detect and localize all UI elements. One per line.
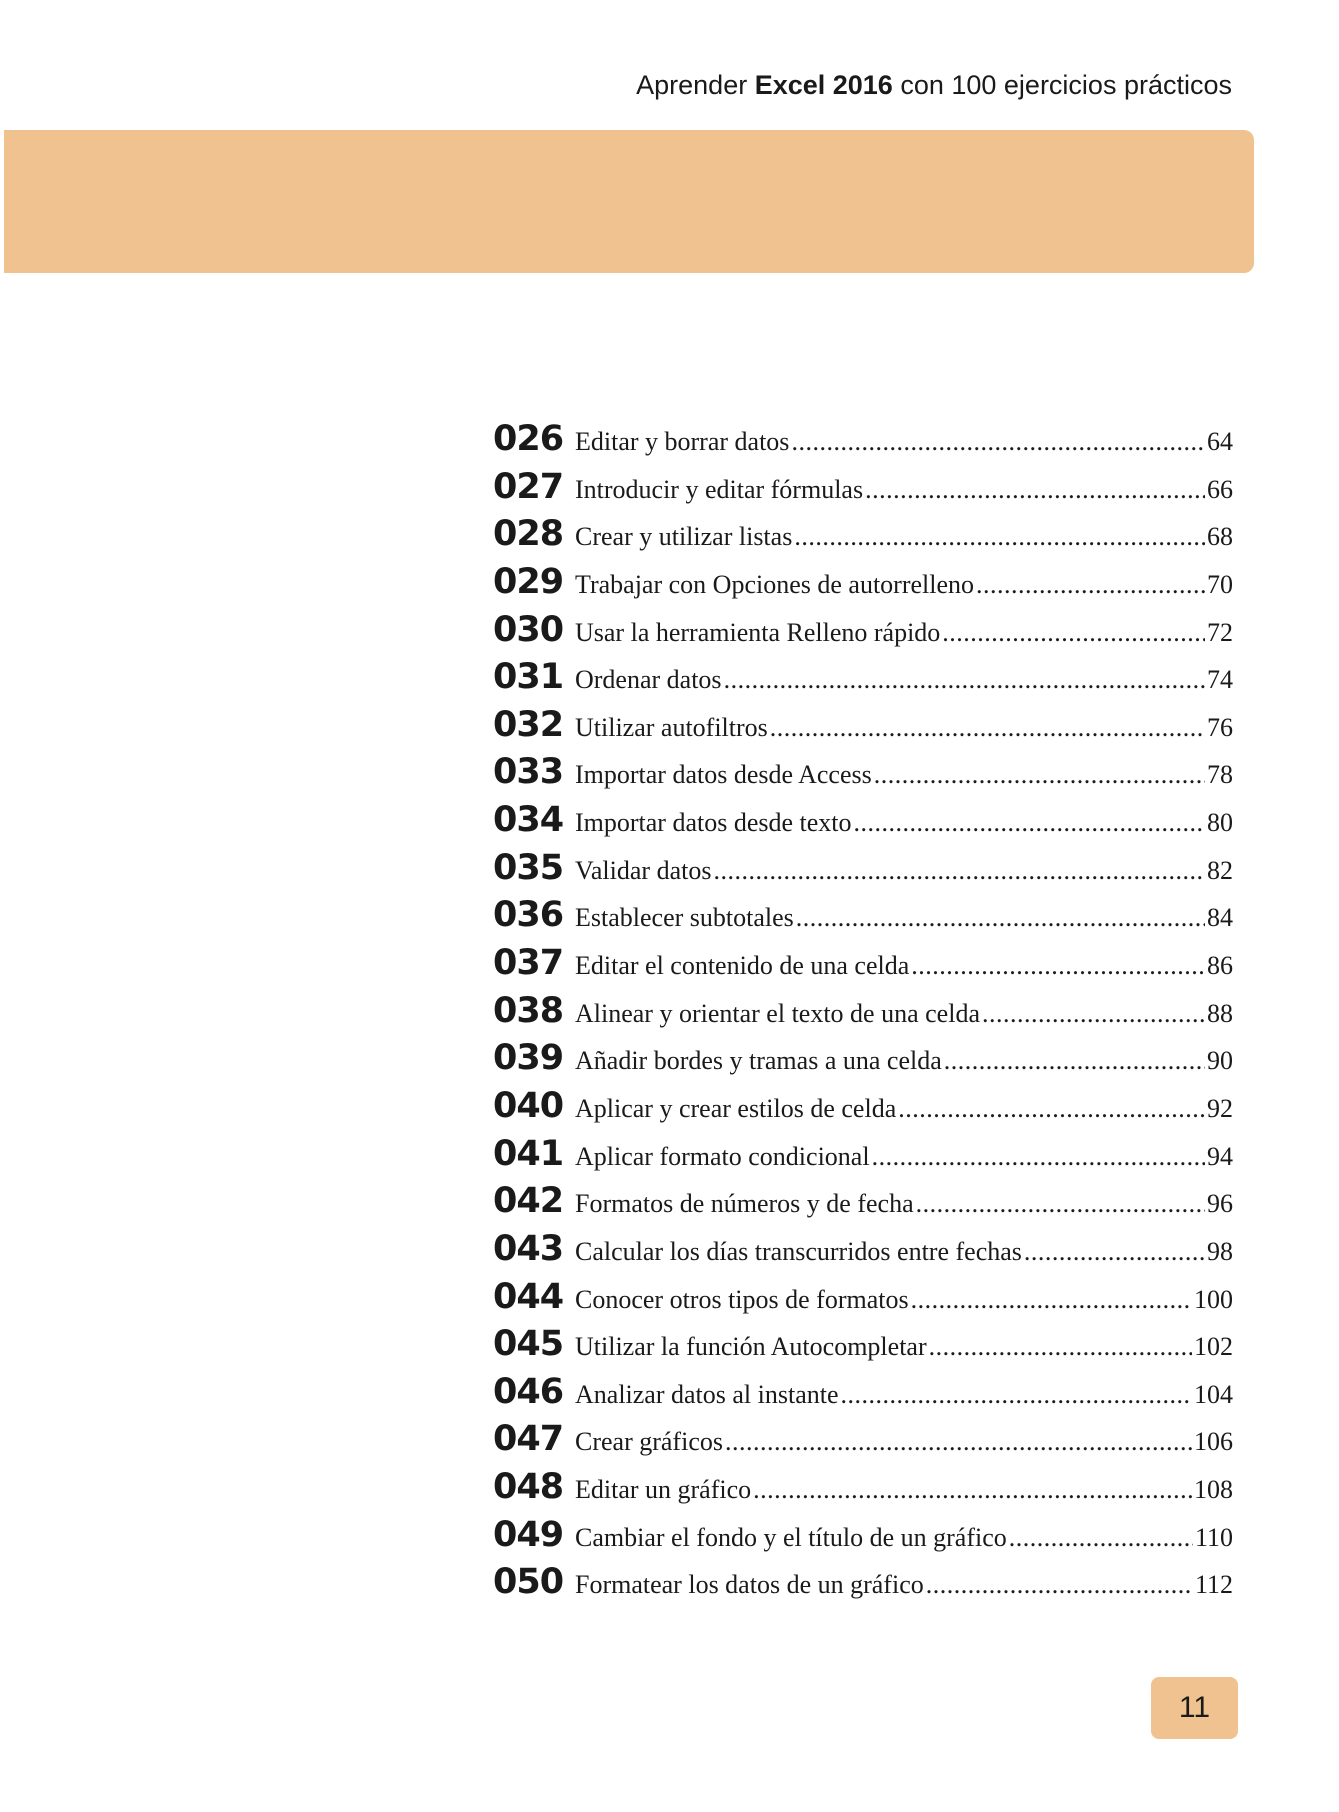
toc-entry[interactable] bbox=[493, 1038, 1233, 1086]
toc-entry-page: 104 bbox=[1194, 1379, 1233, 1409]
toc-entry-title: Ordenar datos bbox=[575, 665, 722, 695]
toc-entry-page: 94 bbox=[1207, 1141, 1233, 1171]
toc-dot-leader bbox=[854, 808, 1205, 838]
toc-entry-title: Alinear y orientar el texto de una celda bbox=[575, 998, 980, 1028]
toc-dot-leader bbox=[794, 522, 1205, 552]
toc-entry-title: Crear y utilizar listas bbox=[575, 522, 793, 552]
toc-entry-number: 037 bbox=[493, 943, 564, 984]
toc-entry-page: 108 bbox=[1194, 1475, 1233, 1505]
running-header bbox=[636, 70, 1232, 101]
toc-entry-page: 80 bbox=[1207, 808, 1233, 838]
page-number: 11 bbox=[1178, 1691, 1211, 1724]
toc-dot-leader bbox=[942, 618, 1205, 648]
toc-dot-leader bbox=[982, 999, 1205, 1029]
toc-entry-number: 042 bbox=[493, 1181, 564, 1222]
toc-dot-leader bbox=[1024, 1237, 1205, 1267]
toc-entry-page: 110 bbox=[1194, 1522, 1233, 1552]
toc-entry[interactable] bbox=[493, 1372, 1233, 1420]
toc-entry-number: 041 bbox=[493, 1133, 564, 1174]
toc-entry-number: 045 bbox=[493, 1324, 564, 1365]
toc-dot-leader bbox=[841, 1380, 1192, 1410]
toc-entry[interactable] bbox=[493, 1419, 1233, 1467]
toc-entry[interactable] bbox=[493, 1562, 1233, 1610]
toc-dot-leader bbox=[916, 1189, 1205, 1219]
toc-entry-page: 86 bbox=[1207, 951, 1233, 981]
toc-dot-leader bbox=[976, 570, 1205, 600]
toc-entry-number: 044 bbox=[493, 1276, 564, 1317]
toc-entry-number: 033 bbox=[493, 752, 564, 793]
toc-dot-leader bbox=[926, 1570, 1193, 1600]
toc-entry-number: 048 bbox=[493, 1467, 564, 1508]
toc-dot-leader bbox=[1009, 1523, 1193, 1553]
toc-entry-number: 050 bbox=[493, 1562, 564, 1603]
toc-dot-leader bbox=[791, 427, 1205, 457]
toc-entry-number: 028 bbox=[493, 514, 564, 555]
chapter-banner bbox=[4, 130, 1254, 273]
toc-dot-leader bbox=[796, 903, 1205, 933]
toc-dot-leader bbox=[725, 1427, 1192, 1457]
toc-entry[interactable] bbox=[493, 1467, 1233, 1515]
toc-dot-leader bbox=[770, 713, 1205, 743]
toc-entry[interactable] bbox=[493, 705, 1233, 753]
toc-entry-title: Formatos de números y de fecha bbox=[575, 1189, 914, 1219]
toc-entry-page: 66 bbox=[1207, 474, 1233, 504]
toc-entry-title: Cambiar el fondo y el título de un gráfico bbox=[575, 1522, 1007, 1552]
toc-entry[interactable] bbox=[493, 1181, 1233, 1229]
toc-entry-number: 038 bbox=[493, 990, 564, 1031]
header-bold-title: Excel 2016 bbox=[754, 70, 893, 100]
toc-entry-page: 82 bbox=[1207, 855, 1233, 885]
toc-entry-title: Trabajar con Opciones de autorrelleno bbox=[575, 569, 975, 599]
toc-entry-title: Editar y borrar datos bbox=[575, 427, 790, 456]
toc-entry[interactable] bbox=[493, 752, 1233, 800]
toc-entry-number: 046 bbox=[493, 1371, 564, 1412]
toc-entry-page: 106 bbox=[1194, 1427, 1233, 1457]
toc-entry-title: Editar el contenido de una celda bbox=[575, 951, 910, 981]
toc-dot-leader bbox=[865, 475, 1205, 505]
toc-entry[interactable] bbox=[493, 1086, 1233, 1134]
toc-entry-page: 92 bbox=[1207, 1093, 1233, 1123]
toc-entry[interactable] bbox=[493, 895, 1233, 943]
toc-entry-title: Calcular los días transcurridos entre fechas bbox=[575, 1236, 1022, 1266]
toc-entry-title: Crear gráficos bbox=[575, 1427, 723, 1457]
toc-entry[interactable] bbox=[493, 610, 1233, 658]
toc-entry-number: 035 bbox=[493, 847, 564, 888]
toc-entry-number: 029 bbox=[493, 561, 564, 602]
toc-entry[interactable] bbox=[493, 1324, 1233, 1372]
toc-entry-title: Utilizar la función Autocompletar bbox=[575, 1332, 927, 1362]
toc-dot-leader bbox=[874, 760, 1205, 790]
toc-entry-page: 90 bbox=[1207, 1046, 1233, 1076]
toc-entry-title: Editar un gráfico bbox=[575, 1475, 752, 1505]
table-of-contents bbox=[493, 419, 1233, 1610]
toc-dot-leader bbox=[872, 1142, 1205, 1172]
toc-entry-number: 036 bbox=[493, 895, 564, 936]
toc-dot-leader bbox=[898, 1094, 1205, 1124]
toc-entry[interactable] bbox=[493, 562, 1233, 610]
toc-entry-page: 76 bbox=[1207, 712, 1233, 742]
toc-entry-title: Aplicar formato condicional bbox=[575, 1141, 870, 1171]
toc-entry[interactable] bbox=[493, 1515, 1233, 1563]
toc-entry-number: 039 bbox=[493, 1038, 564, 1079]
toc-entry-title: Validar datos bbox=[575, 855, 712, 885]
toc-entry[interactable] bbox=[493, 419, 1233, 467]
toc-entry-title: Analizar datos al instante bbox=[575, 1379, 839, 1409]
toc-dot-leader bbox=[911, 951, 1205, 981]
toc-entry-page: 74 bbox=[1207, 665, 1233, 695]
toc-entry-page: 68 bbox=[1207, 522, 1233, 552]
toc-entry-page: 70 bbox=[1207, 569, 1233, 599]
toc-entry[interactable] bbox=[493, 848, 1233, 896]
toc-entry-number: 040 bbox=[493, 1085, 564, 1126]
toc-entry-page: 100 bbox=[1194, 1284, 1233, 1314]
toc-entry-page: 98 bbox=[1207, 1236, 1233, 1266]
page-number-badge bbox=[1151, 1677, 1238, 1739]
toc-entry-title: Establecer subtotales bbox=[575, 903, 794, 933]
toc-entry-number: 030 bbox=[493, 609, 564, 650]
toc-entry[interactable] bbox=[493, 991, 1233, 1039]
header-suffix: con 100 ejercicios prácticos bbox=[892, 70, 1232, 100]
toc-entry[interactable] bbox=[493, 1277, 1233, 1325]
toc-entry-page: 112 bbox=[1194, 1570, 1233, 1600]
toc-entry-page: 102 bbox=[1194, 1332, 1233, 1362]
toc-entry-number: 043 bbox=[493, 1228, 564, 1269]
toc-entry[interactable] bbox=[493, 1229, 1233, 1277]
toc-entry-title: Introducir y editar fórmulas bbox=[575, 474, 864, 504]
toc-entry-number: 031 bbox=[493, 657, 564, 698]
toc-entry-page: 88 bbox=[1207, 998, 1233, 1028]
toc-entry[interactable] bbox=[493, 800, 1233, 848]
toc-dot-leader bbox=[929, 1332, 1192, 1362]
toc-entry-number: 032 bbox=[493, 704, 564, 745]
toc-entry-number: 047 bbox=[493, 1419, 564, 1460]
toc-entry-number: 034 bbox=[493, 800, 564, 841]
toc-entry-title: Conocer otros tipos de formatos bbox=[575, 1284, 909, 1314]
toc-dot-leader bbox=[753, 1475, 1192, 1505]
toc-entry-title: Importar datos desde texto bbox=[575, 808, 852, 838]
toc-entry-number: 027 bbox=[493, 466, 564, 507]
toc-entry-number: 026 bbox=[493, 419, 564, 459]
toc-entry-page: 84 bbox=[1207, 903, 1233, 933]
toc-entry-title: Aplicar y crear estilos de celda bbox=[575, 1093, 897, 1123]
toc-entry-title: Añadir bordes y tramas a una celda bbox=[575, 1046, 942, 1076]
toc-entry-page: 78 bbox=[1207, 760, 1233, 790]
toc-entry-page: 64 bbox=[1207, 427, 1233, 456]
toc-entry[interactable] bbox=[493, 943, 1233, 991]
toc-entry-title: Usar la herramienta Relleno rápido bbox=[575, 617, 941, 647]
toc-entry-page: 72 bbox=[1207, 617, 1233, 647]
toc-entry[interactable] bbox=[493, 657, 1233, 705]
toc-entry[interactable] bbox=[493, 467, 1233, 515]
header-prefix: Aprender bbox=[636, 70, 755, 100]
toc-entry-page: 96 bbox=[1207, 1189, 1233, 1219]
toc-entry[interactable] bbox=[493, 514, 1233, 562]
toc-dot-leader bbox=[713, 856, 1205, 886]
toc-entry-title: Utilizar autofiltros bbox=[575, 712, 768, 742]
toc-entry[interactable] bbox=[493, 1134, 1233, 1182]
toc-dot-leader bbox=[724, 665, 1205, 695]
toc-dot-leader bbox=[911, 1285, 1192, 1315]
toc-entry-title: Importar datos desde Access bbox=[575, 760, 872, 790]
toc-dot-leader bbox=[944, 1046, 1205, 1076]
toc-entry-number: 049 bbox=[493, 1514, 564, 1555]
toc-entry-title: Formatear los datos de un gráfico bbox=[575, 1570, 924, 1600]
